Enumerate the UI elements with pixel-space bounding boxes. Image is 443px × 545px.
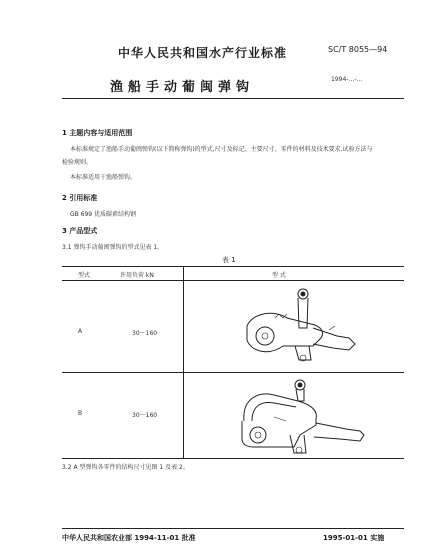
row-a-load: 30～160 (132, 330, 158, 337)
row-a-type: A (78, 328, 83, 335)
document-title: 渔船手动葡闽弹钩 (110, 80, 255, 95)
table-top-rule (62, 266, 404, 267)
section-2-line-1: GB 699 优质碳素结构钢 (70, 211, 137, 218)
section-3-heading: 3 产品型式 (62, 227, 98, 235)
table-header-form: 型 式 (272, 272, 286, 279)
header-rule (62, 98, 404, 99)
section-1-heading: 1 主题内容与适用范围 (62, 129, 133, 137)
section-1-line-1: 本标准规定了渔船手动葡闽弹钩(以下简称弹钩)的型式,尺寸及标记、主要尺寸、零件的材料及技术要求,试验方法与 (70, 146, 373, 153)
section-2-heading: 2 引用标准 (62, 194, 98, 202)
table-caption: 表 1 (222, 256, 236, 264)
approval-info: 中华人民共和国农业部 1994-11-01 批准 (62, 534, 196, 542)
standard-year: 1994-…-… (331, 76, 363, 83)
footer-rule (62, 528, 404, 529)
table-header-load: 许用负荷 kN (120, 272, 154, 279)
section-3-line-1: 3.1 弹钩手动葡闽弹钩的型式见表 1。 (62, 244, 164, 251)
section-1-line-2: 检验规则。 (62, 159, 93, 166)
implementation-date: 1995-01-01 实施 (323, 534, 385, 542)
section-1-line-3: 本标准适用于渔船弹钩。 (70, 174, 137, 181)
row-b-load: 30～160 (132, 412, 158, 419)
row-b-type: B (78, 410, 83, 417)
hook-type-b-drawing (228, 375, 378, 460)
table-column-divider (183, 266, 184, 458)
hook-type-a-drawing (225, 280, 375, 370)
clause-3-2: 3.2 A 型弹钩各零件的结构尺寸见图 1 及表 2。 (62, 464, 189, 471)
standard-code: SC/T 8055—94 (328, 45, 388, 54)
standard-category-title: 中华人民共和国水产行业标准 (118, 46, 288, 60)
table-header-type: 型式 (78, 272, 91, 279)
table-row-rule (62, 372, 404, 373)
